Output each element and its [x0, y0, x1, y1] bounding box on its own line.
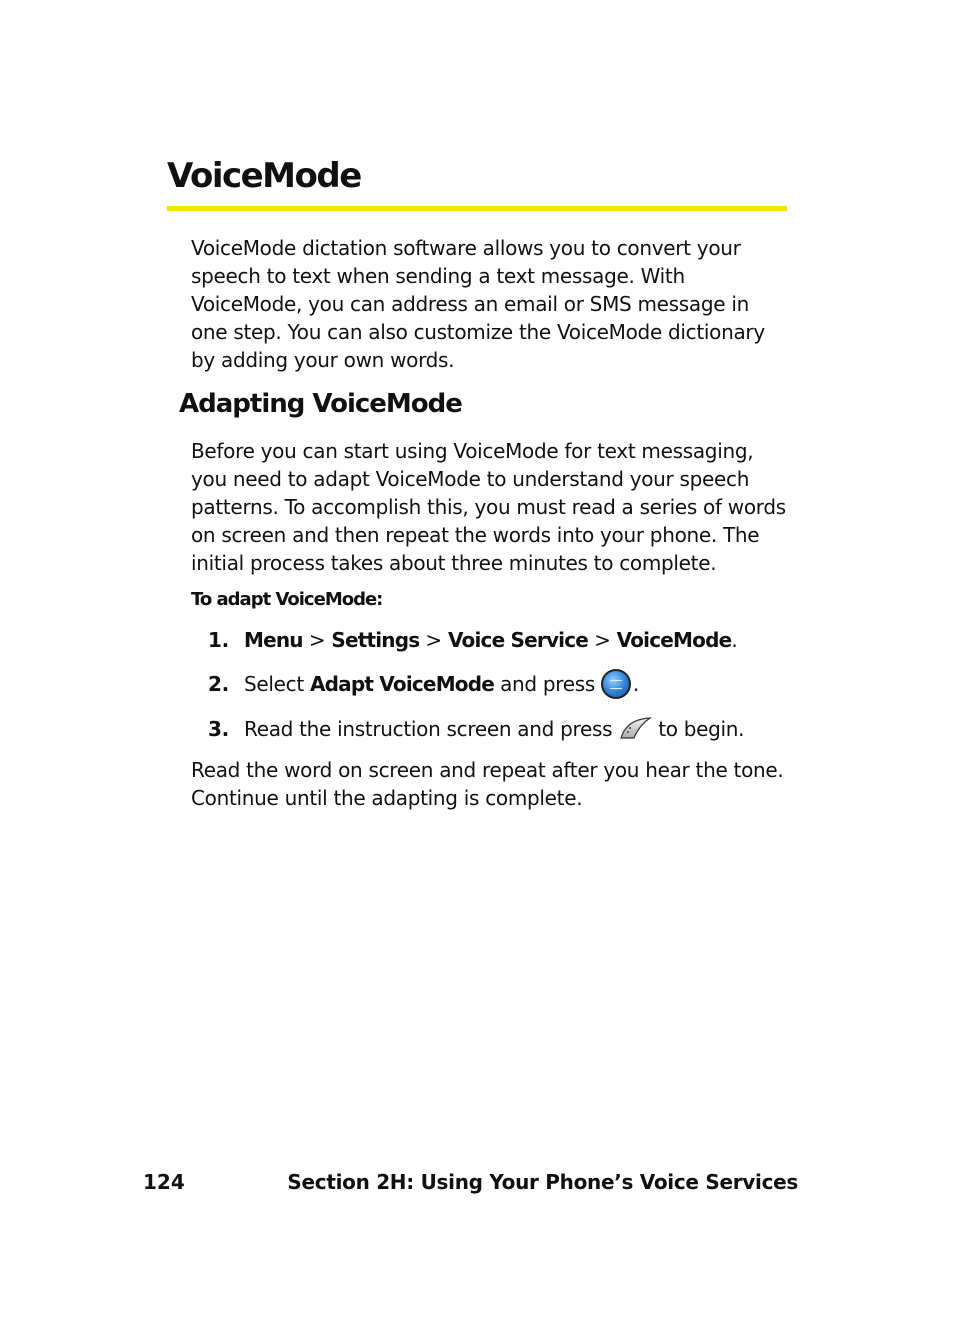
- after-paragraph: Read the word on screen and repeat after you hear the tone. Continue until the adapting is complete.: [191, 758, 784, 810]
- title-underline-rule: [167, 206, 787, 211]
- section-footer: Section 2H: Using Your Phone’s Voice Services: [287, 1170, 798, 1194]
- step-text: [244, 715, 744, 743]
- step-end-punct: .: [731, 628, 738, 652]
- talk-key-icon: [618, 716, 652, 740]
- menu-path-menu: Menu: [244, 628, 303, 652]
- intro-paragraph: VoiceMode dictation software allows you to convert your speech to text when sending a text message. With VoiceMode, you can address an email or SMS message in one step. You can also customize the VoiceMode dictionary by adding your own words.: [191, 236, 765, 372]
- step-text-pre: Select: [244, 672, 304, 696]
- step-text: [244, 626, 737, 654]
- path-separator: >: [308, 628, 326, 652]
- menu-ok-key-icon: [601, 669, 631, 699]
- step-number: 2.: [208, 672, 229, 696]
- procedure-label: To adapt VoiceMode:: [191, 589, 383, 610]
- step-text-mid: and press: [500, 672, 596, 696]
- path-separator: >: [594, 628, 611, 652]
- section-subheading: Adapting VoiceMode: [179, 389, 462, 419]
- page-title: VoiceMode: [167, 156, 361, 196]
- before-paragraph: Before you can start using VoiceMode for text messaging, you need to adapt VoiceMode to understand your speech patterns. To accomplish this, you must read a series of words on screen and then repeat the words into your phone. The initial process takes about three minutes to complete.: [191, 439, 786, 575]
- menu-path-voice-service: Voice Service: [447, 628, 589, 652]
- step-text: [244, 670, 639, 701]
- menu-path-voicemode: VoiceMode: [616, 628, 732, 652]
- step-end-punct: .: [633, 672, 640, 696]
- step-number: 3.: [208, 717, 229, 741]
- page-number: 124: [143, 1170, 185, 1194]
- step-text-pre: Read the instruction screen and press: [244, 717, 613, 741]
- menu-path-settings: Settings: [331, 628, 420, 652]
- step-text-post: to begin.: [658, 717, 745, 741]
- path-separator: >: [425, 628, 442, 652]
- step-number: 1.: [208, 628, 229, 652]
- adapt-voicemode-option: Adapt VoiceMode: [309, 672, 495, 696]
